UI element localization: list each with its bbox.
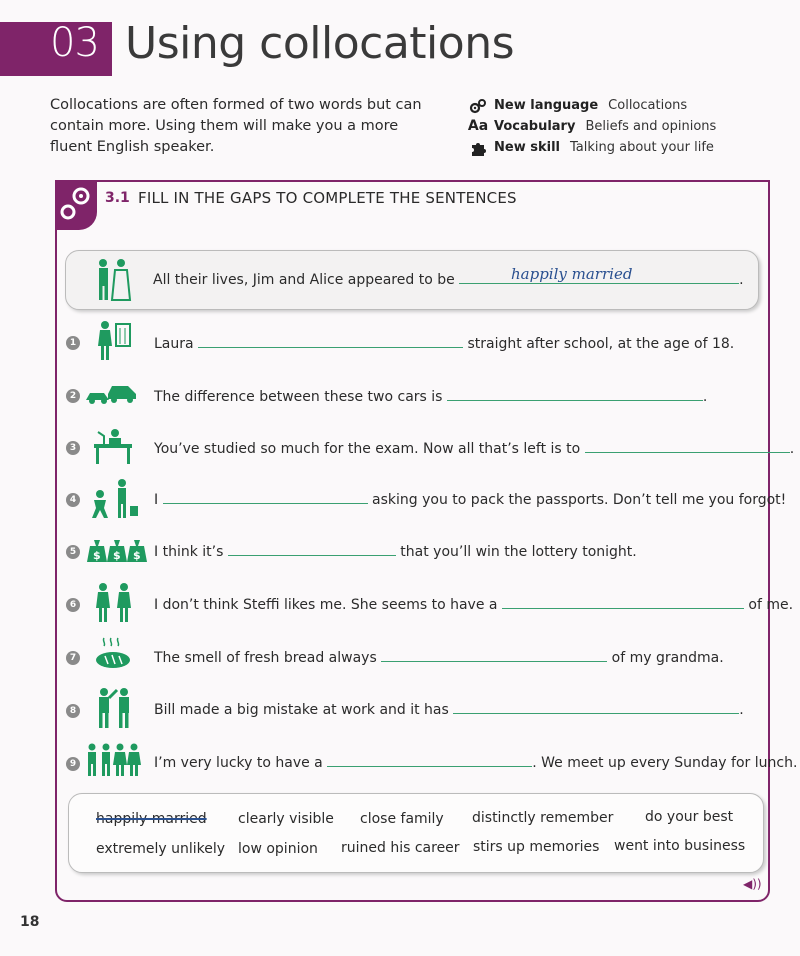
cars-icon [84,380,140,410]
bread-loaf-icon [94,636,134,674]
chapter-number: 03 [50,20,99,66]
word-bank-item: stirs up memories [473,839,600,855]
word-bank-item: clearly visible [238,811,334,827]
item-number: 9 [66,757,80,771]
exercise-number: 3.1 [105,190,130,206]
item-number: 5 [66,545,80,559]
businesswoman-icon [96,320,136,368]
answer-blank[interactable] [447,386,703,401]
packing-suitcase-icon [88,478,140,524]
svg-text:$: $ [93,549,101,562]
example-answer: happily married [511,265,633,283]
svg-text:$: $ [113,549,121,562]
word-bank-item: do your best [645,809,734,825]
meta-label: New skill [494,140,560,155]
wedding-couple-icon [93,258,133,306]
word-bank-item: distinctly remember [472,810,614,826]
puzzle-icon [468,140,488,156]
item-number: 3 [66,441,80,455]
gears-icon [468,98,488,114]
meta-label: Vocabulary [494,119,576,134]
item-sentence: Bill made a big mistake at work and it has . [154,699,744,718]
item-number: 8 [66,704,80,718]
item-sentence: You’ve studied so much for the exam. Now all that’s left is to . [154,438,794,457]
meta-value: Collocations [608,98,688,113]
word-bank-item: ruined his career [341,840,460,856]
item-sentence: The smell of fresh bread always of my grandma. [154,647,724,666]
item-number: 7 [66,651,80,665]
word-bank-item: low opinion [238,841,318,857]
intro-text: Collocations are often formed of two words but can contain more. Using them will make you a more fluent English speaker. [50,97,422,155]
audio-speaker-icon[interactable]: ◀)) [743,877,762,891]
exercise-title: FILL IN THE GAPS TO COMPLETE THE SENTENCES [138,189,517,207]
meta-new-skill [468,137,716,158]
answer-blank[interactable] [163,489,368,504]
answer-blank[interactable] [228,541,396,556]
item-number: 2 [66,389,80,403]
exercise-gears-icon [55,180,97,230]
word-bank-item: extremely unlikely [96,841,226,857]
family-icon [86,743,142,781]
meta-label: New language [494,98,599,113]
item-sentence: I think it’s that you’ll win the lottery tonight. [154,541,637,560]
item-sentence: The difference between these two cars is . [154,386,707,405]
boss-pointing-icon [94,686,134,734]
word-bank [68,793,764,873]
example-sentence: All their lives, Jim and Alice appeared to be . [153,269,744,288]
meta-list [468,95,716,158]
word-bank-item: went into business [614,838,746,854]
item-sentence: Laura straight after school, at the age of 18. [154,333,734,352]
answer-blank[interactable] [585,438,790,453]
meta-vocabulary [468,116,716,137]
word-bank-item: close family [360,811,444,827]
answer-blank[interactable] [453,699,739,714]
aa-icon: Aa [467,118,489,134]
answer-blank[interactable] [502,594,744,609]
page-title: Using collocations [125,18,514,69]
word-bank-item-used: happily married [96,811,207,827]
answer-blank[interactable] [381,647,607,662]
item-sentence: I’m very lucky to have a . We meet up every Sunday for lunch. [154,752,797,771]
answer-blank[interactable] [327,752,532,767]
two-women-icon [94,582,134,630]
student-desk-icon [90,426,136,470]
item-number: 6 [66,598,80,612]
money-bags-icon [86,536,148,568]
item-sentence: I don’t think Steffi likes me. She seems to have a of me. [154,594,793,613]
item-number: 1 [66,336,80,350]
svg-text:$: $ [133,549,141,562]
item-number: 4 [66,493,80,507]
meta-value: Beliefs and opinions [585,119,717,134]
answer-blank[interactable] [198,333,463,348]
meta-value: Talking about your life [569,140,714,155]
item-sentence: I asking you to pack the passports. Don’t tell me you forgot! [154,489,786,508]
page-number: 18 [20,914,40,930]
meta-new-language [468,95,716,116]
